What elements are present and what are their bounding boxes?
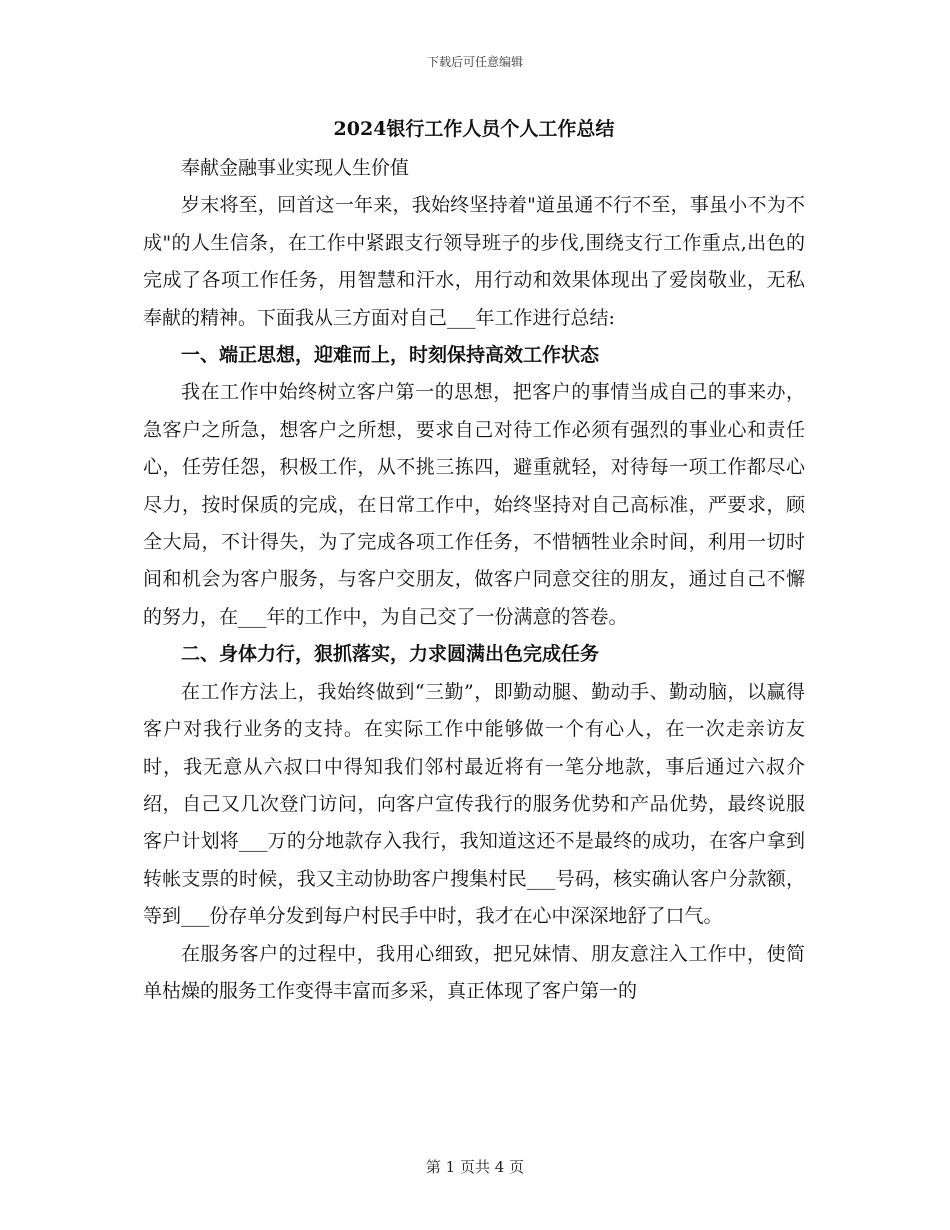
document-title: 2024银行工作人员个人工作总结	[333, 118, 615, 140]
document-paragraph: 岁末将至，回首这一年来，我始终坚持着"道虽通不行不至，事虽小不为不成"的人生信条，在工作中紧跟支行领导班子的步伐,围绕支行工作重点,出色的完成了各项工作任务，用智慧和汗水，用行动和效果体现出了爱岗敬业，无私奉献的精神。下面我从三方面对自己___年工作进行总结:	[143, 194, 805, 329]
document-paragraph: 奉献金融事业实现人生价值	[181, 157, 410, 179]
section-heading: 二、身体力行，狠抓落实，力求圆满出色完成任务	[181, 643, 600, 666]
section-heading: 一、端正思想，迎难而上，时刻保持高效工作状态	[181, 344, 600, 367]
document-paragraph: 在工作方法上，我始终做到“三勤”，即勤动腿、勤动手、勤动脑，以赢得客户对我行业务的支持。在实际工作中能够做一个有心人，在一次走亲访友时，我无意从六叔口中得知我们邻村最近将有一笔分地款，事后通过六叔介绍，自己又几次登门访问，向客户宣传我行的服务优势和产品优势，最终说服客户计划将___万的分地款存入我行，我知道这还不是最终的成功，在客户拿到转帐支票的时候，我又主动协助客户搜集村民___号码，核实确认客户分款额，等到___份存单分发到每户村民手中时，我才在心中深深地舒了口气。	[143, 680, 805, 928]
document-body	[143, 116, 805, 1010]
page-number-footer: 第 1 页共 4 页	[425, 1158, 525, 1176]
document-paragraph: 在服务客户的过程中，我用心细致，把兄妹情、朋友意注入工作中，使简单枯燥的服务工作变得丰富而多采，真正体现了客户第一的	[143, 942, 805, 1002]
page-header-note: 下载后可任意编辑	[426, 55, 523, 69]
document-paragraph: 我在工作中始终树立客户第一的思想，把客户的事情当成自己的事来办，急客户之所急，想客户之所想，要求自己对待工作必须有强烈的事业心和责任心，任劳任怨，积极工作，从不挑三拣四，避重就轻，对待每一项工作都尽心尽力，按时保质的完成，在日常工作中，始终坚持对自己高标准，严要求，顾全大局，不计得失，为了完成各项工作任务，不惜牺牲业余时间，利用一切时间和机会为客户服务，与客户交朋友，做客户同意交往的朋友，通过自己不懈的努力，在___年的工作中，为自己交了一份满意的答卷。	[143, 381, 805, 628]
